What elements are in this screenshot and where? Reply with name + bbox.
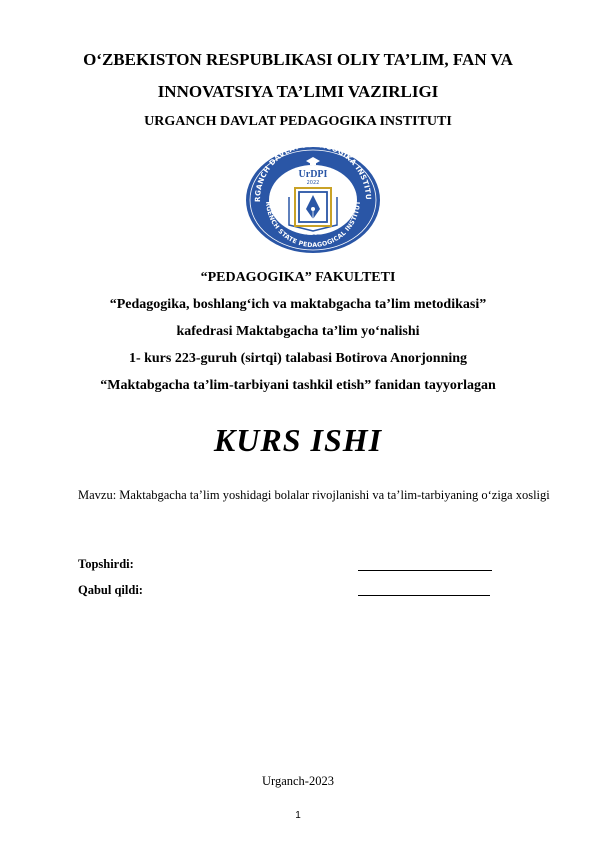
page-number: 1 [295,810,301,821]
city-year: Urganch-2023 [262,774,334,788]
svg-text:URGANCH DAVLAT PEDAGOGIKA INST: RGANCH DAVLAT P AGOGIKA INSTITU [252,145,374,203]
department-line1: “Pedagogika, boshlang‘ich va maktabgacha ta’lim metodikasi” [109,297,487,312]
topic-paragraph: Mavzu: Maktabgacha ta’lim yoshidagi bolalar rivojlanishi va ta’lim-tarbiyaning o‘ziga xosligi [78,488,550,502]
ministry-title-line1: O‘ZBEKISTON RESPUBLIKASI OLIY TA’LIM, FAN VA [83,50,513,69]
department-line2: kafedrasi Maktabgacha ta’lim yo‘nalishi [176,324,420,339]
svg-text:2022: 2022 [306,180,320,186]
svg-text:UrSPI: UrSPI [300,233,326,243]
submitted-label: Topshirdi: [78,557,134,571]
subject-line: “Maktabgacha ta’lim-tarbiyani tashkil etish” fanidan tayyorlagan [100,378,496,393]
accepted-signature-line [358,581,490,596]
svg-text:UrDPI: UrDPI [298,169,328,180]
ministry-title-line2: INNOVATSIYA TA’LIMI VAZIRLIGI [157,82,439,101]
submitted-signature-line [358,556,492,571]
svg-text:URGENCH STATE PEDAGOGICAL INST: RGENCH STATE PEDAGOGICAL INSTITUT [263,200,363,250]
accepted-label: Qabul qildi: [78,583,143,597]
institute-logo [244,145,382,255]
student-line: 1- kurs 223-guruh (sirtqi) talabasi Botirova Anorjonning [128,351,468,366]
faculty-name: “PEDAGOGIKA” FAKULTETI [200,270,396,285]
document-title: KURS ISHI [213,422,383,458]
institute-logo-seal [244,145,382,255]
university-name: URGANCH DAVLAT PEDAGOGIKA INSTITUTI [144,114,452,129]
